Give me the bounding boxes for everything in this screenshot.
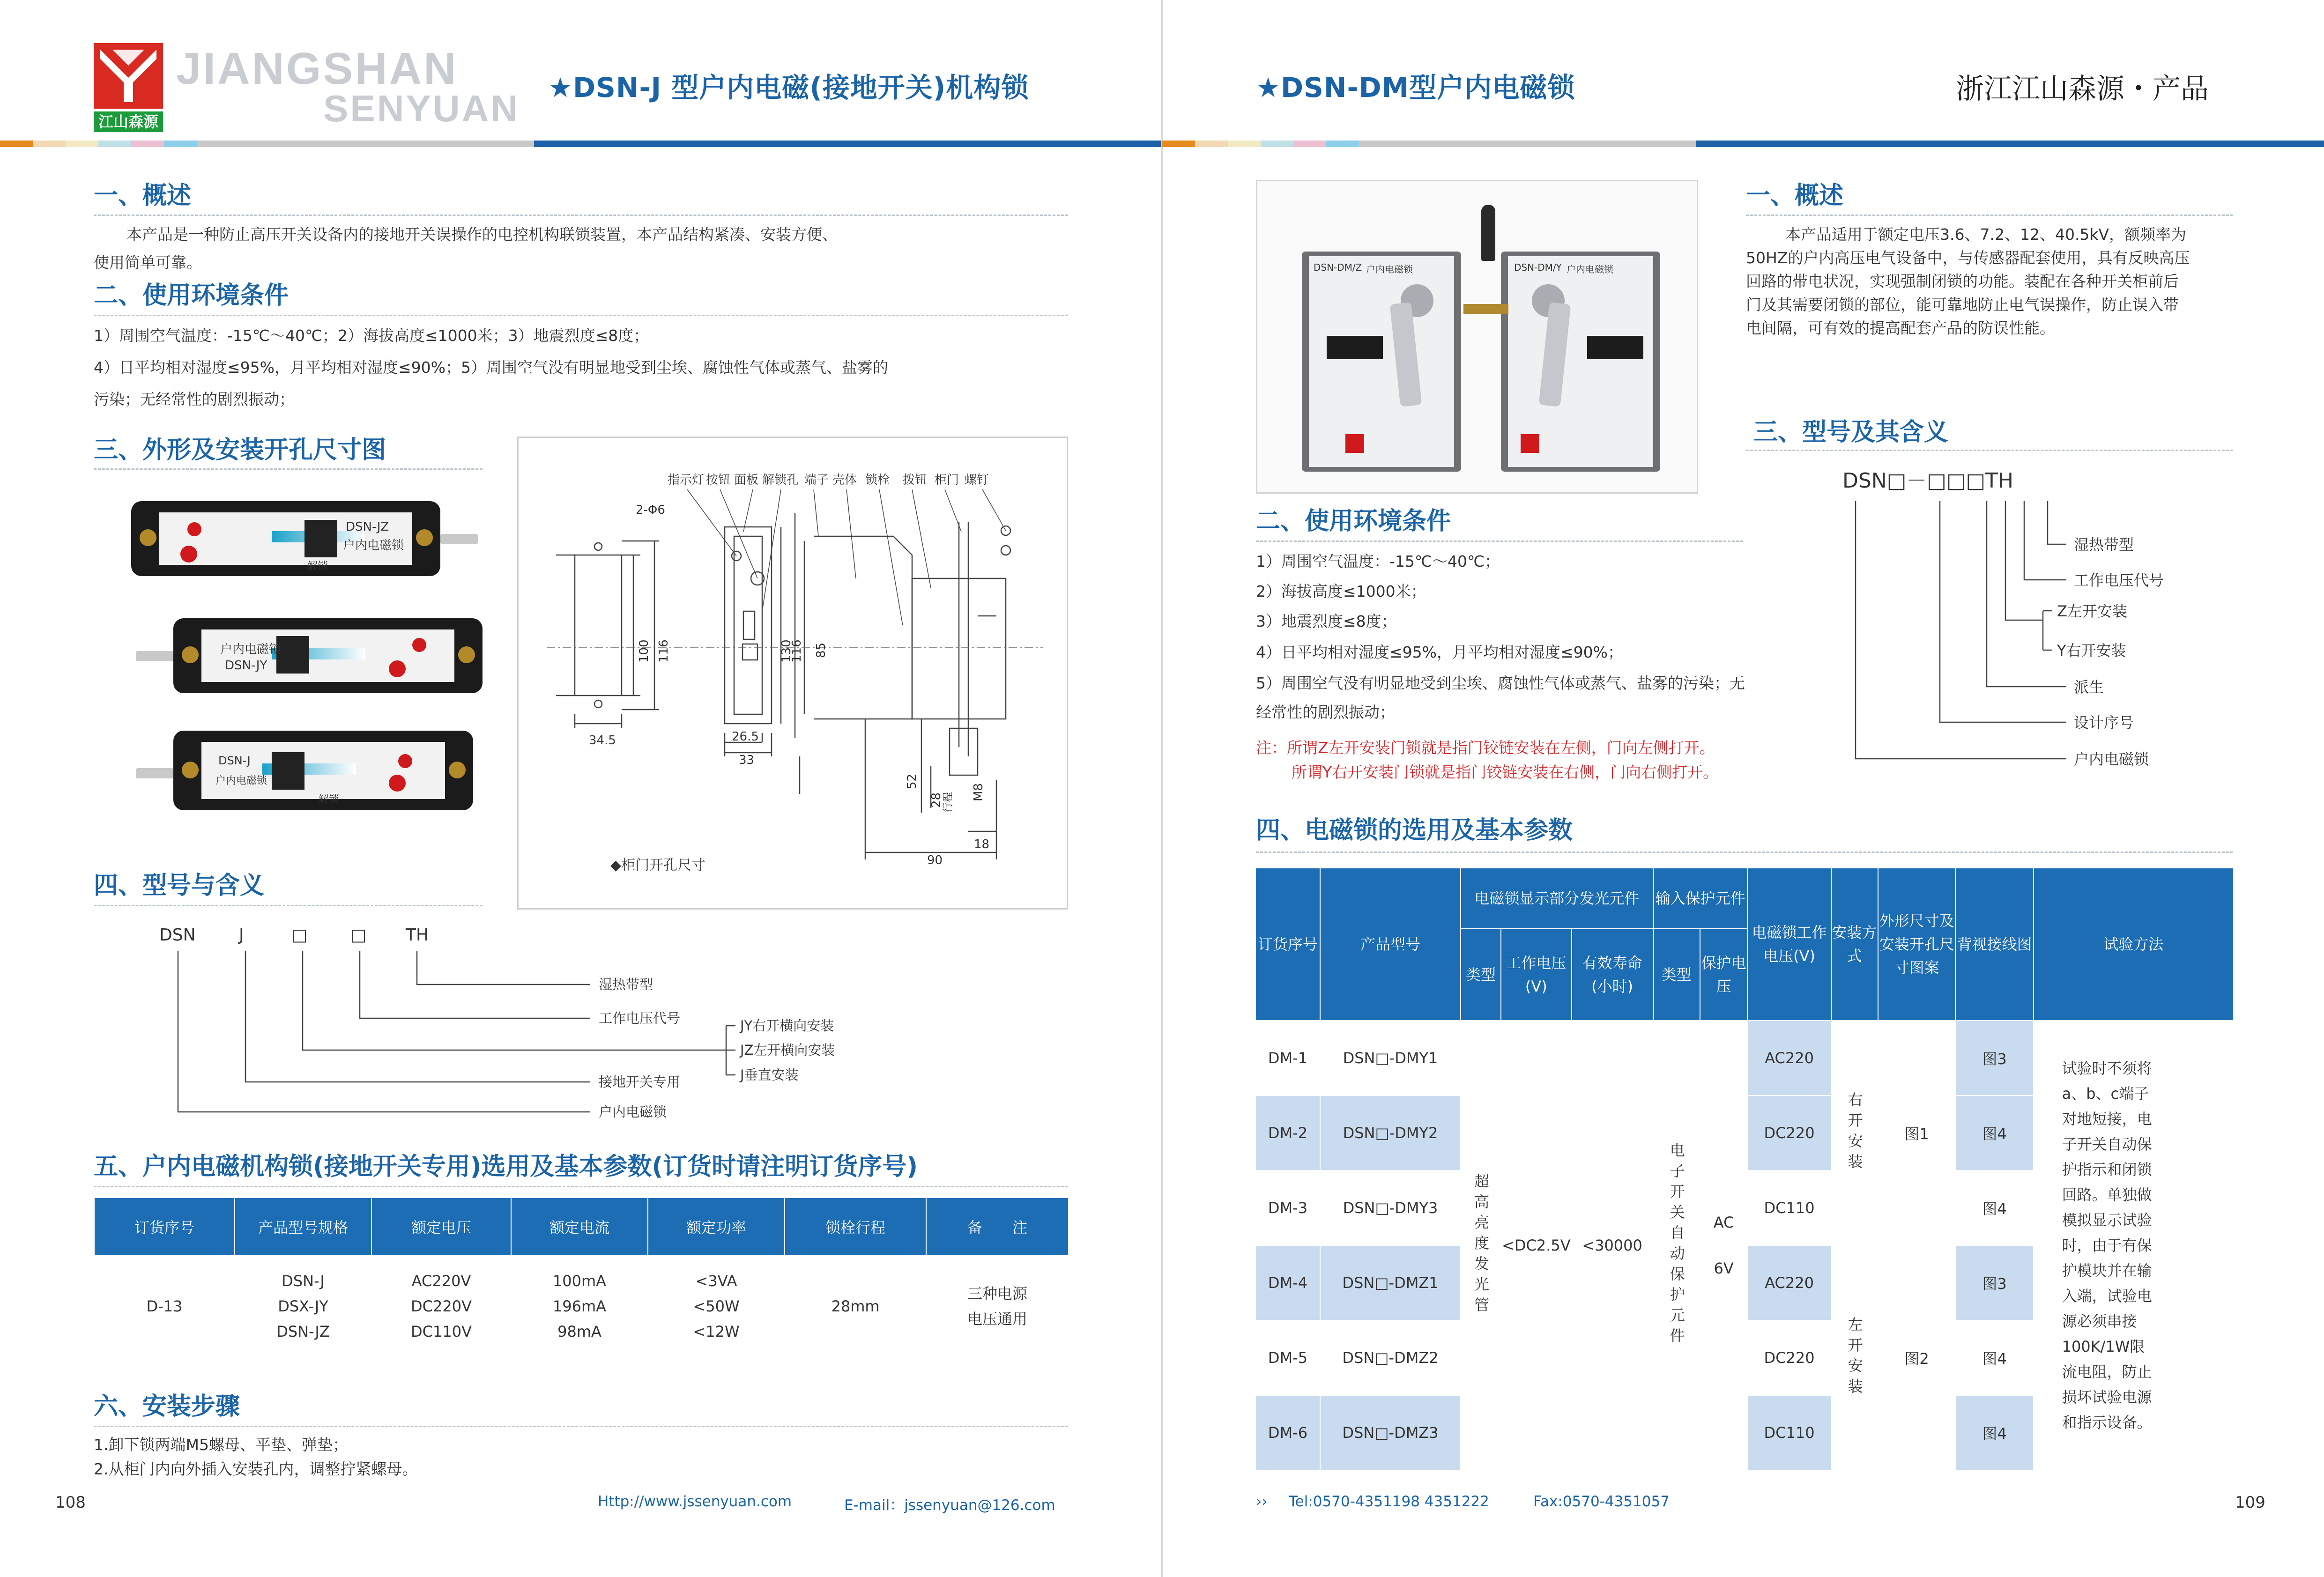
model-code: J [239,925,244,945]
header-protection: 输入保护元件 [1653,868,1748,929]
dim-label: M8 [972,783,986,801]
email-link[interactable]: E-mail：jssenyuan@126.com [844,1497,1055,1514]
section-title-model: 四、型号与含义 [94,872,265,900]
device-label: DSN-JZ [346,520,389,534]
prot-volt-cell: AC 6V [1700,1021,1748,1470]
dim-label: 34.5 [589,733,616,748]
stroke-cell: 28mm [785,1256,926,1357]
model-meaning: J垂直安装 [740,1067,799,1083]
photo-label: DSN-DM/Z [1314,262,1362,273]
dim-label: 100 [637,639,651,663]
overview-line-1: 本产品是一种防止高压开关设备内的接地开关误操作的电控机构联锁装置，本产品结构紧凑、安装方便、 [126,225,838,244]
device-label: 解锁 [307,561,328,572]
part-label: 拨钮 [903,473,928,487]
model-cell: DSN-J DSX-JY DSN-JZ [235,1256,371,1357]
model-meaning: 湿热带型 [2074,536,2134,554]
divider [94,468,483,470]
note-line-2: 所谓Y右开安装门锁就是指门铰链安装在右侧，门向右侧打开。 [1292,763,1719,781]
size-right-cell: 图1 [1878,1021,1956,1245]
section-title-dimensions: 三、外形及安装开孔尺寸图 [94,436,386,464]
model-code: □ [350,925,367,945]
drawing-caption: ◆柜门开孔尺寸 [610,857,706,874]
model-meaning: 设计序号 [2074,714,2134,732]
device-photo-j [136,726,483,815]
divider [94,215,1068,216]
note-line-1: 注：所谓Z左开安装门锁就是指门铰链安装在左侧，门向左侧打开。 [1256,739,1715,757]
row-model: DSN□-DMY2 [1320,1096,1461,1170]
env-line-3: 污染；无经常性的剧烈振动； [94,390,295,408]
header-prot-type: 类型 [1653,929,1700,1021]
row-order: DM-5 [1255,1320,1320,1395]
overview-line-3: 回路的带电状况，实现强制闭锁的功能。装配在各种开关柜前后 [1746,272,2179,290]
header-test: 试验方法 [2034,868,2234,1021]
device-photo-jy [136,614,483,698]
test-method-cell: 试验时不须将 a、b、c端子 对地短接，电 子开关自动保 护指示和闭锁 回路。单独做 模拟显示试验 时，由于有保 护模块并在输 入端，试验电 源必须串接 100K/1W限 流电阻，防止 损坏试验电源 和指示设备。 [2034,1021,2234,1470]
page-number: 108 [55,1493,86,1512]
model-meaning: 湿热带型 [599,977,653,992]
row-order: DM-3 [1255,1170,1320,1245]
header-order: 订货序号 [1255,868,1320,1021]
dim-label: 116 [657,639,671,663]
section-title-environment: 二、使用环境条件 [94,281,289,310]
parameter-table [1255,867,2234,1471]
row-wiring: 图4 [1956,1320,2034,1395]
power-cell: <3VA <50W <12W [648,1256,785,1357]
section-title-model: 三、型号及其含义 [1753,418,1949,446]
device-photo-jz [131,496,478,581]
divider [1746,215,2233,216]
dim-label: 130 [780,639,794,663]
table-header: 额定电流 [511,1198,648,1256]
overview-line-2: 使用简单可靠。 [94,253,202,272]
model-meaning: 派生 [2074,678,2104,696]
part-label: 指示灯 [668,473,705,487]
phone-number: Tel:0570-4351198 4351222 [1289,1493,1489,1510]
model-meaning: JZ左开横向安装 [740,1042,835,1058]
section-title-parameters: 四、电磁锁的选用及基本参数 [1256,816,1573,844]
technical-drawing [517,437,1068,910]
divider [94,315,1068,316]
install-step-1: 1.卸下锁两端M5螺母、平垫、弹垫； [94,1436,348,1454]
photo-label: 户内电磁锁 [1567,264,1613,275]
row-order: DM-4 [1255,1245,1320,1320]
header-led-type: 类型 [1461,929,1501,1021]
part-label: 面板 [734,473,759,487]
led-volt-cell: <DC2.5V [1501,1021,1572,1470]
row-work-voltage: DC220 [1748,1096,1831,1170]
row-model: DSN□-DMY1 [1320,1021,1461,1096]
part-label: 壳体 [832,473,857,487]
header-led-life: 有效寿命(小时) [1572,929,1653,1021]
section-title-overview: 一、概述 [94,182,192,210]
env-line-4: 4）日平均相对湿度≤95%，月平均相对湿度≤90%； [1256,643,1623,661]
env-line-1: 1）周围空气温度：-15℃～40℃； [1256,552,1500,570]
install-step-2: 2.从柜门内向外插入安装孔内，调整拧紧螺母。 [94,1460,418,1478]
current-cell: 100mA 196mA 98mA [511,1256,648,1357]
model-meaning: JY右开横向安装 [740,1018,834,1034]
table-header: 锁栓行程 [785,1198,926,1256]
divider [94,1186,1068,1187]
product-photo [1256,180,1698,494]
row-work-voltage: AC220 [1748,1021,1831,1096]
model-code: DSN□－□□□TH [1842,469,2013,493]
voltage-cell: AC220V DC220V DC110V [371,1256,511,1357]
header-color-bar [1162,141,2324,147]
row-wiring: 图4 [1956,1096,2034,1170]
company-name: 浙江江山森源・产品 [1956,73,2209,105]
model-code: □ [291,925,308,945]
row-wiring: 图4 [1956,1170,2034,1245]
row-order: DM-1 [1255,1021,1320,1096]
part-label: 端子 [804,473,829,487]
row-model: DSN□-DMY3 [1320,1170,1461,1245]
header-led-volt: 工作电压(V) [1501,929,1572,1021]
website-link[interactable]: Http://www.jssenyuan.com [598,1493,792,1510]
model-meaning: Z左开安装 [2057,602,2127,620]
divider [94,1426,1068,1427]
header-led: 电磁锁显示部分发光元件 [1461,868,1653,929]
page-title: ★DSN-J 型户内电磁(接地开关)机构锁 [548,72,1029,104]
dim-label: 2-Φ6 [636,503,665,517]
env-line-6: 经常性的剧烈振动； [1256,703,1395,721]
part-label: 螺钉 [965,473,989,487]
dim-label: 90 [927,853,943,867]
brand-name-top: JIANGSHAN [176,44,458,94]
header-size: 外形尺寸及安装开孔尺寸图案 [1878,868,1956,1021]
model-meaning: 工作电压代号 [599,1010,681,1026]
prot-type-cell: 电子开关自动保护元件 [1653,1021,1700,1470]
model-diagram [155,918,904,1124]
row-model: DSN□-DMZ3 [1320,1395,1461,1470]
env-line-1: 1）周围空气温度：-15℃～40℃；2）海拔高度≤1000米；3）地震烈度≤8度； [94,326,649,345]
header-install: 安装方式 [1831,868,1878,1021]
part-label: 柜门 [935,473,959,487]
page-title: ★DSN-DM型户内电磁锁 [1256,72,1575,104]
dim-label: 116 [790,639,804,663]
device-label: 户内电磁锁 [343,539,404,553]
note-cell: 三种电源 电压通用 [926,1256,1069,1357]
section-title-install: 六、安装步骤 [94,1392,240,1421]
row-work-voltage: DC220 [1748,1320,1831,1395]
right-page [1162,0,2324,1577]
dim-label: 行程 [943,792,954,813]
brand-name-bottom: SENYUAN [323,88,520,129]
row-wiring: 图3 [1956,1021,2034,1096]
section-title-overview: 一、概述 [1746,182,1844,210]
row-wiring: 图3 [1956,1245,2034,1320]
part-label: 按钮 [706,473,731,487]
row-work-voltage: DC110 [1748,1395,1831,1470]
model-meaning: 户内电磁锁 [599,1104,667,1120]
section-title-selection: 五、户内电磁机构锁(接地开关专用)选用及基本参数(订货时请注明订货序号) [94,1153,918,1181]
divider [1256,851,2233,853]
order-cell: D-13 [94,1256,235,1357]
table-header: 额定功率 [648,1198,785,1256]
led-life-cell: <30000 [1572,1021,1653,1470]
model-meaning: Y右开安装 [2057,642,2126,659]
install-left-cell: 左开安装 [1831,1245,1878,1470]
header-wiring: 背视接线图 [1956,868,2034,1021]
table-header: 额定电压 [371,1198,511,1256]
row-work-voltage: AC220 [1748,1245,1831,1320]
model-meaning: 工作电压代号 [2074,571,2164,589]
divider [94,905,483,906]
env-line-5: 5）周围空气没有明显地受到尘埃、腐蚀性气体或蒸气、盐雾的污染；无 [1256,674,1745,692]
fax-number: Fax:0570-4351057 [1533,1493,1670,1510]
model-meaning: 户内电磁锁 [2074,750,2149,768]
install-right-cell: 右开安装 [1831,1021,1878,1245]
row-model: DSN□-DMZ2 [1320,1320,1461,1395]
model-diagram [1846,492,2277,773]
section-title-environment: 二、使用环境条件 [1256,507,1451,535]
selection-table [94,1197,1069,1357]
table-header: 产品型号规格 [235,1198,371,1256]
row-wiring: 图4 [1956,1395,2034,1470]
page-number: 109 [2235,1493,2265,1512]
row-order: DM-6 [1255,1395,1320,1470]
part-label: 解锁孔 [762,473,799,487]
overview-line-5: 电间隔，可有效的提高配套产品的防误性能。 [1746,319,2055,337]
dim-label: 28 [929,792,943,808]
arrow-icon: ›› [1256,1493,1268,1510]
env-line-3: 3）地震烈度≤8度； [1256,612,1397,630]
led-type-cell: 超高亮度发光管 [1461,1021,1501,1470]
model-code: DSN [159,925,196,945]
model-code: TH [406,925,429,945]
header-work-voltage: 电磁锁工作电压(V) [1748,868,1831,1021]
device-label: 户内电磁锁 [220,643,282,657]
table-header: 订货序号 [94,1198,235,1256]
size-left-cell: 图2 [1878,1245,1956,1470]
env-line-2: 2）海拔高度≤1000米； [1256,582,1426,600]
row-work-voltage: DC110 [1748,1170,1831,1245]
dim-label: 26.5 [732,730,759,744]
overview-line-1: 本产品适用于额定电压3.6、7.2、12、40.5kV，额频率为 [1785,225,2187,244]
table-header: 备 注 [926,1198,1069,1256]
dim-label: 18 [974,837,990,851]
device-label: 户内电磁锁 [215,775,267,787]
device-label: DSN-J [218,754,251,767]
row-model: DSN□-DMZ1 [1320,1245,1461,1320]
overview-line-2: 50HZ的户内高压电气设备中，与传感器配套使用，具有反映高压 [1746,249,2190,267]
header-model: 产品型号 [1320,868,1461,1021]
model-meaning: 接地开关专用 [599,1074,681,1090]
logo-text: 江山森源 [98,113,158,131]
photo-label: 户内电磁锁 [1366,264,1413,275]
divider [1746,450,2233,451]
header-color-bar [0,141,1162,147]
divider [1256,540,1743,542]
header-prot-volt: 保护电压 [1700,929,1748,1021]
dim-label: 85 [814,642,828,658]
device-label: 解锁 [319,794,340,806]
row-order: DM-2 [1255,1096,1320,1170]
dim-label: 33 [739,753,755,767]
env-line-2: 4）日平均相对湿度≤95%，月平均相对湿度≤90%；5）周围空气没有明显地受到尘埃、腐蚀性气体或蒸气、盐雾的 [94,358,888,377]
photo-label: DSN-DM/Y [1514,262,1562,273]
dimension-drawing [519,438,1067,908]
overview-line-4: 门及其需要闭锁的部位，能可靠地防止电气误操作，防止误入带 [1746,296,2179,314]
part-label: 锁栓 [865,473,890,487]
dim-label: 52 [905,773,919,789]
device-label: DSN-JY [225,659,267,673]
